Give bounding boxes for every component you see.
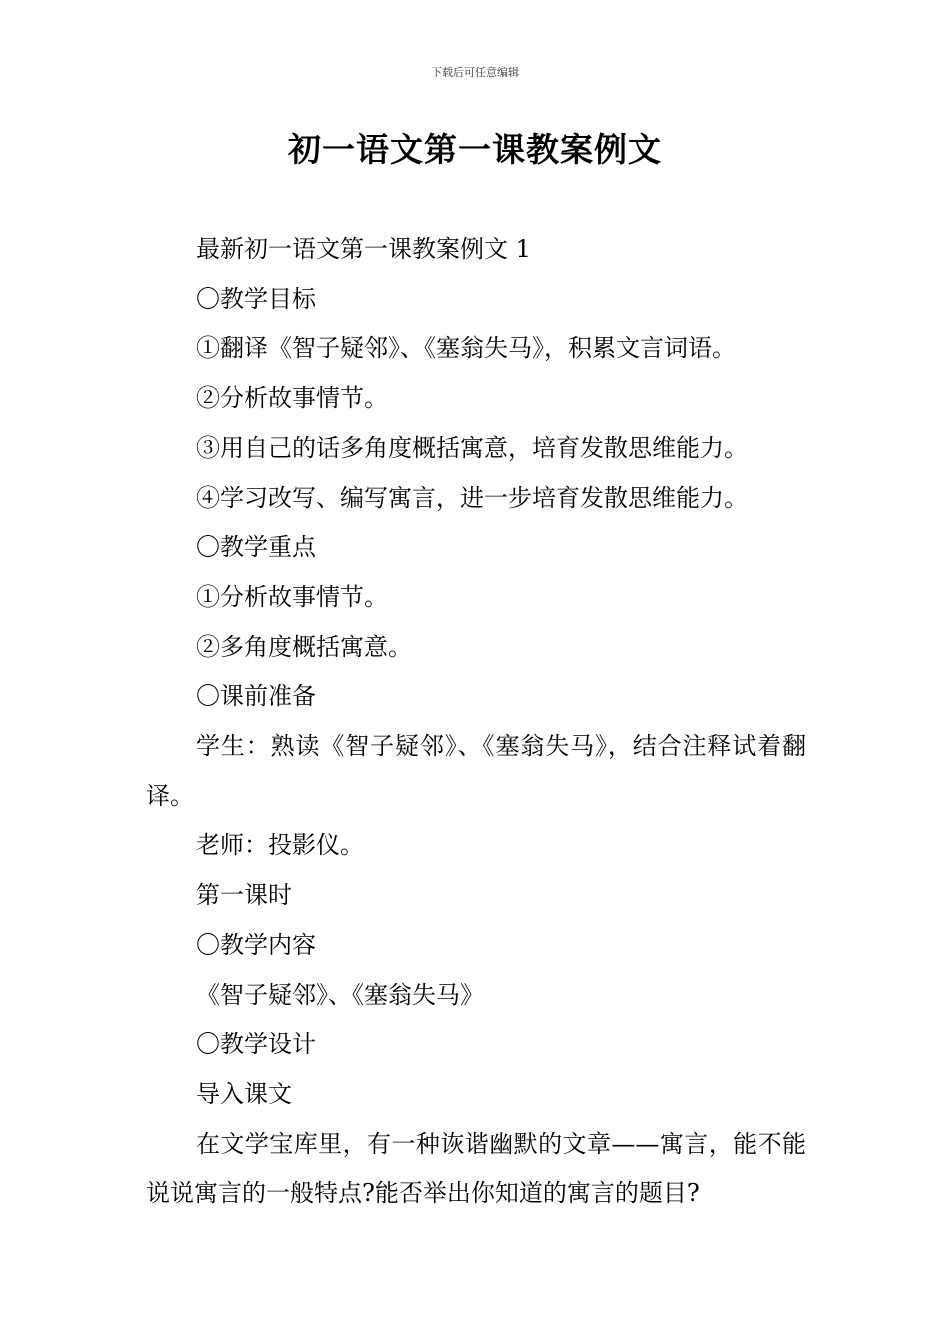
section-heading-preparation: 〇课前准备 <box>196 682 316 711</box>
key-point-item: ②多角度概括寓意。 <box>196 632 412 661</box>
introduction-paragraph: 在文学宝库里，有一种诙谐幽默的文章——寓言，能不能说说寓言的一般特点?能否举出你知道的寓言的题目? <box>146 1129 806 1208</box>
goal-item: ②分析故事情节。 <box>196 384 388 413</box>
paragraph-subtitle: 最新初一语文第一课教案例文 1 <box>196 235 531 263</box>
content-texts: 《智子疑邻》、《塞翁失马》 <box>196 980 484 1009</box>
header-note: 下载后可任意编辑 <box>431 66 519 79</box>
goal-item: ①翻译《智子疑邻》、《塞翁失马》，积累文言词语。 <box>196 334 736 363</box>
preparation-students: 学生：熟读《智子疑邻》、《塞翁失马》，结合注释试着翻译。 <box>146 732 806 810</box>
preparation-teacher: 老师：投影仪。 <box>196 831 364 860</box>
section-heading-design: 〇教学设计 <box>196 1030 316 1059</box>
key-point-item: ①分析故事情节。 <box>196 582 388 611</box>
subheading-introduction: 导入课文 <box>196 1079 292 1108</box>
section-heading-teaching-goals: 〇教学目标 <box>196 284 316 313</box>
section-heading-key-points: 〇教学重点 <box>196 533 316 562</box>
section-heading-content: 〇教学内容 <box>196 930 316 959</box>
document-body <box>146 225 806 1219</box>
goal-item: ③用自己的话多角度概括寓意，培育发散思维能力。 <box>196 433 748 462</box>
goal-item: ④学习改写、编写寓言，进一步培育发散思维能力。 <box>196 483 748 512</box>
document-title: 初一语文第一课教案例文 <box>288 130 662 169</box>
lesson-period: 第一课时 <box>196 881 292 910</box>
